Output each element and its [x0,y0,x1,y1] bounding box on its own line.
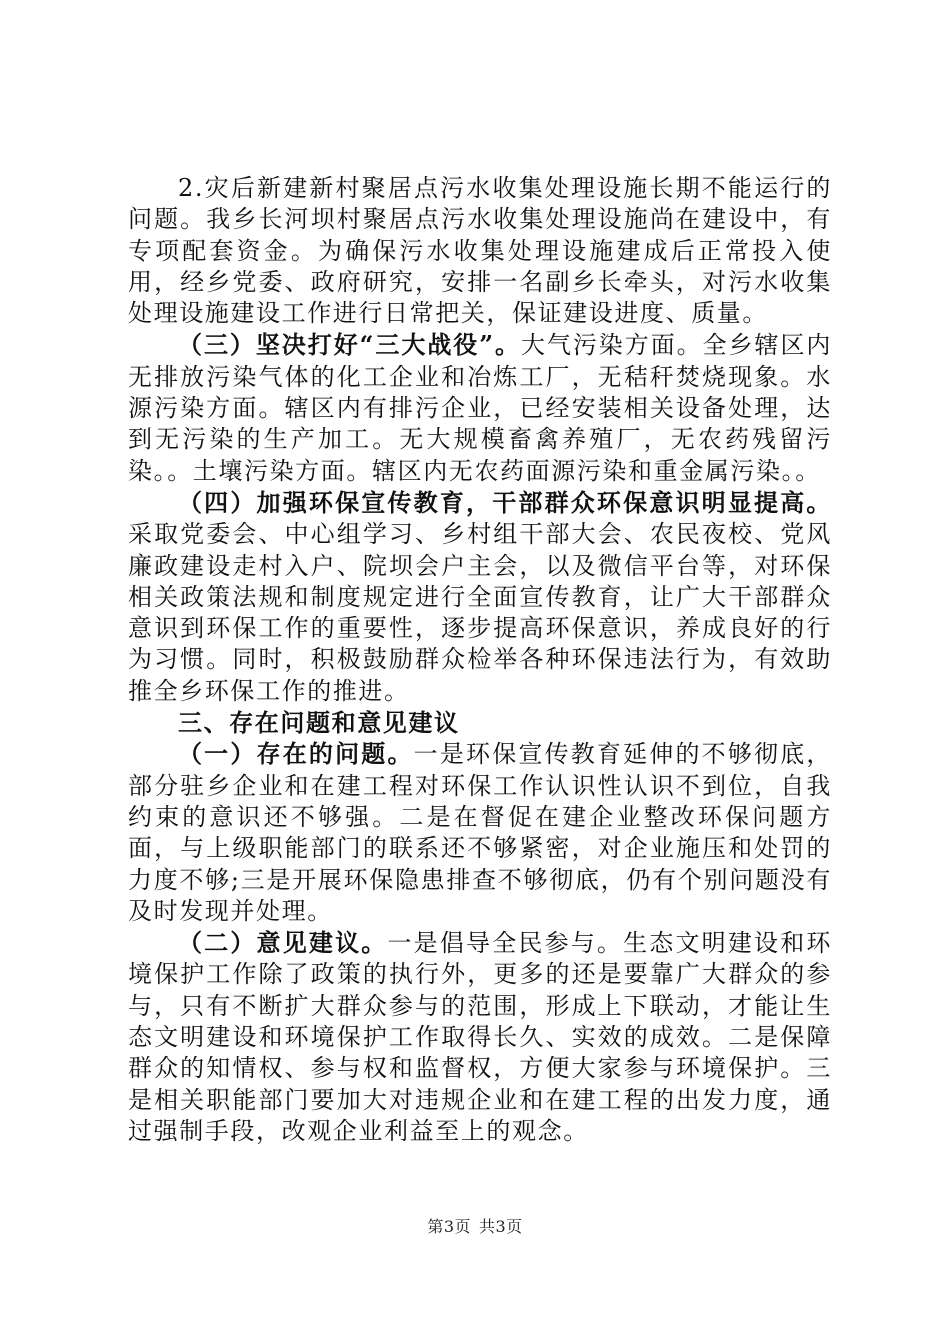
paragraph-sewage-facility [128,172,832,329]
page-number-total: 共3页 [479,1217,523,1236]
paragraph-heading: （一）存在的问题。 [178,739,414,769]
paragraph-text: 大气污染方面。全乡辖区内无排放污染气体的化工企业和冶炼工厂，无秸秆焚烧现象。水源污染方面。辖区内有排污企业，已经安装相关设备处理，达到无污染的生产加工。无大规模畜禽养殖厂，无农药残留污染。。土壤污染方面。辖区内无农药面源污染和重金属污染。。 [128,331,833,485]
section-heading: 三、存在问题和意见建议 [178,708,460,738]
document-body [128,172,832,1147]
paragraph-text: 采取党委会、中心组学习、乡村组干部大会、农民夜校、党风廉政建设走村入户、院坝会户主会，以及微信平台等，对环保相关政策法规和制度规定进行全面宣传教育，让广大干部群众意识到环保工作的重要性，逐步提高环保意识，养成良好的行为习惯。同时，积极鼓励群众检举各种环保违法行为，有效助推全乡环保工作的推进。 [128,520,832,705]
paragraph-problems [128,738,832,927]
paragraph-text: 2.灾后新建新村聚居点污水收集处理设施长期不能运行的问题。我乡长河坝村聚居点污水收集处理设施尚在建设中，有专项配套资金。为确保污水收集处理设施建成后正常投入使用，经乡党委、政府研究，安排一名副乡长牵头，对污水收集处理设施建设工作进行日常把关，保证建设进度、质量。 [128,174,832,328]
page-footer [0,1214,950,1237]
paragraph-heading: （三）坚决打好“三大战役”。 [178,330,521,360]
paragraph-three-battles [128,329,832,486]
paragraph-suggestions [128,927,832,1147]
paragraph-heading: （二）意见建议。 [178,928,388,958]
paragraph-text: 一是环保宣传教育延伸的不够彻底，部分驻乡企业和在建工程对环保工作认识性认识不到位，自我约束的意识还不够强。二是在督促在建企业整改环保问题方面，与上级职能部门的联系还不够紧密，对企业施压和处罚的力度不够;三是开展环保隐患排查不够彻底，仍有个别问题没有及时发现并处理。 [128,740,832,925]
paragraph-text: 一是倡导全民参与。生态文明建设和环境保护工作除了政策的执行外，更多的还是要靠广大群众的参与，只有不断扩大群众参与的范围，形成上下联动，才能让生态文明建设和环境保护工作取得长久、实效的成效。二是保障群众的知情权、参与权和监督权，方便大家参与环境保护。三是相关职能部门要加大对违规企业和在建工程的出发力度，通过强制手段，改观企业利益至上的观念。 [128,929,832,1145]
paragraph-heading: （四）加强环保宣传教育，干部群众环保意识明显提高。 [178,487,832,517]
page-number-current: 第3页 [427,1217,471,1236]
paragraph-education [128,487,832,707]
